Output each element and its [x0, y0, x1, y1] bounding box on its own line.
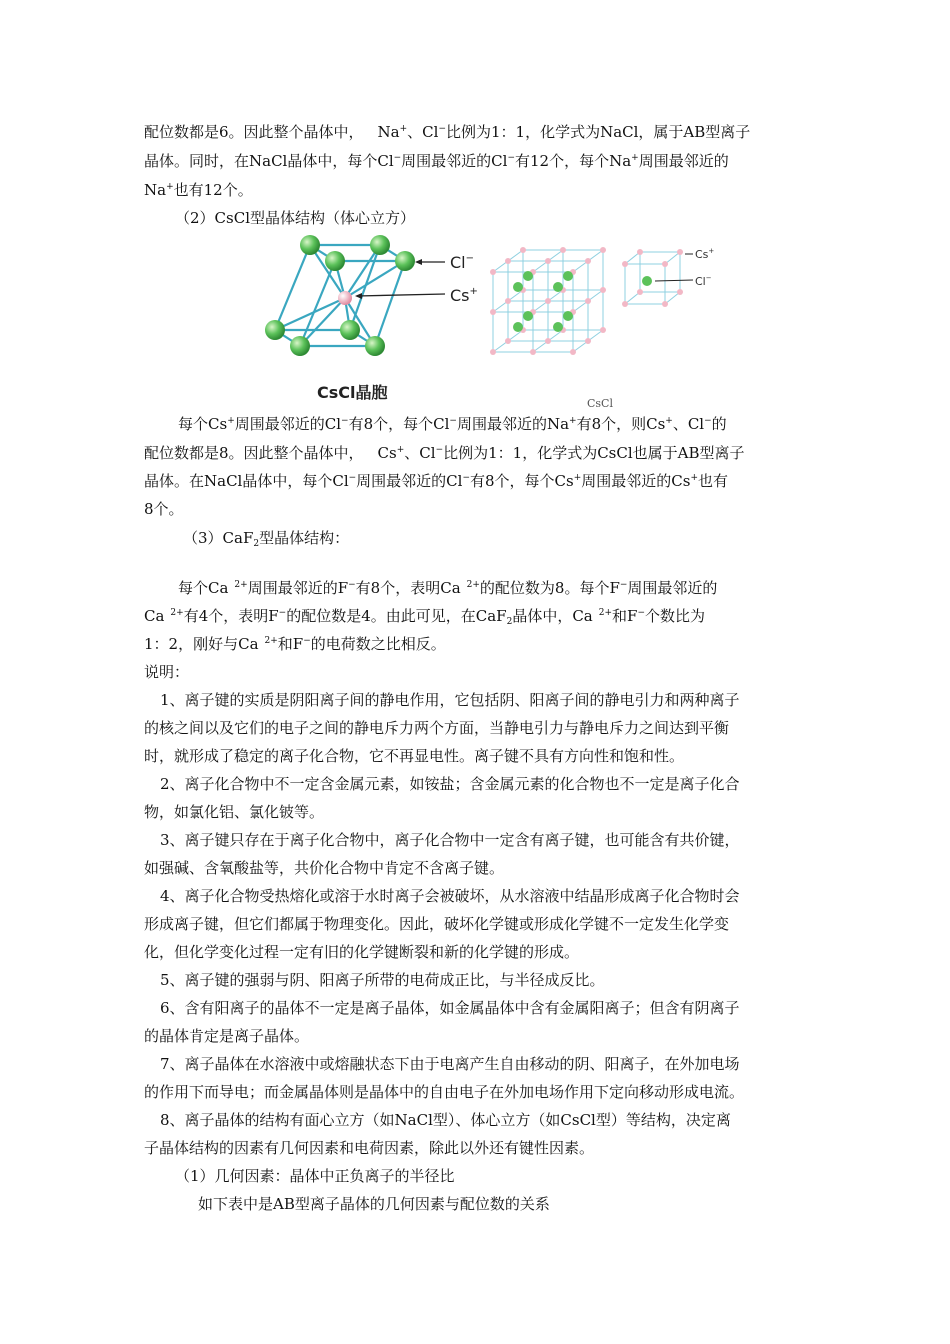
note-line: 子晶体结构的因素有几何因素和电荷因素，除此以外还有键性因素。	[144, 1139, 595, 1157]
para1-line3: Na+也有12个。	[144, 181, 253, 199]
caption-cscl-cell: CsCl晶胞	[317, 383, 388, 402]
note-line: 4、离子化合物受热熔化或溶于水时离子会被破坏，从水溶液中结晶形成离子化合物时会	[160, 887, 740, 905]
note-line: 6、含有阳离子的晶体不一定是离子晶体，如金属晶体中含有金属阳离子；但含有阴离子	[160, 999, 740, 1017]
note-line: 形成离子键，但它们都属于物理变化。因此，破坏化学键或形成化学键不一定发生化学变	[144, 915, 730, 933]
note-line: 3、离子键只存在于离子化合物中，离子化合物中一定含有离子键，也可能含有共价键，	[160, 831, 740, 849]
small-label-cl: Cl−	[695, 274, 712, 288]
heading-caf2: （3）CaF$_2$型晶体结构：	[183, 529, 350, 549]
note-line: 的核之间以及它们的电子之间的静电斥力两个方面，当静电引力与静电斥力之间达到平衡	[144, 719, 730, 737]
caption-cscl: CsCl	[587, 397, 613, 410]
para2-line4: 8个。	[144, 500, 184, 518]
note-line: 物，如氯化铝、氯化铍等。	[144, 803, 325, 821]
note-line: 2、离子化合物中不一定含金属元素，如铵盐；含金属元素的化合物也不一定是离子化合	[160, 775, 740, 793]
note-line: 的晶体肯定是离子晶体。	[144, 1027, 310, 1045]
para3-line1: 每个Ca $^{2+}$周围最邻近的F−有8个，表明Ca $^{2+}$的配位数为8。每个F−周围最邻近的	[178, 579, 718, 597]
para1-line1: 配位数都是6。因此整个晶体中， Na+、Cl−比例为1：1，化学式为NaCl，属于AB型离子	[144, 123, 751, 141]
cscl-figure	[255, 230, 725, 415]
note-line: 8、离子晶体的结构有面心立方（如NaCl型）、体心立方（如CsCl型）等结构，决定离	[160, 1111, 731, 1129]
para2-line2: 配位数都是8。因此整个晶体中， Cs+、Cl−比例为1：1，化学式为CsCl也属于AB型离子	[144, 444, 745, 462]
para2-line3: 晶体。在NaCl晶体中，每个Cl−周围最邻近的Cl−有8个，每个Cs+周围最邻近的Cs+也有	[144, 472, 729, 490]
note-line: 7、离子晶体在水溶液中或熔融状态下由于电离产生自由移动的阴、阳离子，在外加电场	[160, 1055, 740, 1073]
sub-heading-geometry: （1）几何因素：晶体中正负离子的半径比	[175, 1167, 455, 1185]
para1-line2: 晶体。同时，在NaCl晶体中，每个Cl−周围最邻近的Cl−有12个，每个Na+周围最邻近的	[144, 152, 729, 170]
note-line: 时，就形成了稳定的离子化合物，它不再显电性。离子键不具有方向性和饱和性。	[144, 747, 685, 765]
note-line: 5、离子键的强弱与阴、阳离子所带的电荷成正比，与半径成反比。	[160, 971, 605, 989]
small-unit-cell	[625, 252, 680, 304]
cs-ion	[338, 291, 352, 305]
note-line: 的作用下而导电；而金属晶体则是晶体中的自由电子在外加电场作用下定向移动形成电流。	[144, 1083, 745, 1101]
lattice-cs-nodes	[490, 247, 606, 355]
sub-text-table-intro: 如下表中是AB型离子晶体的几何因素与配位数的关系	[198, 1195, 550, 1213]
note-line: 1、离子键的实质是阴阳离子间的静电作用，它包括阴、阳离子间的静电引力和两种离子	[160, 691, 740, 709]
label-cs: Cs+	[450, 286, 478, 305]
note-label: 说明：	[144, 663, 190, 681]
para3-line2: Ca $^{2+}$有4个，表明F−的配位数是4。由此可见，在CaF$_2$晶体中，Ca $^{2+}$和F−个数比为	[144, 607, 705, 627]
para3-line3: 1：2，刚好与Ca $^{2+}$和F−的电荷数之比相反。	[144, 635, 446, 653]
small-label-cs: Cs+	[695, 247, 715, 261]
para2-line1: 每个Cs+周围最邻近的Cl−有8个，每个Cl−周围最邻近的Na+有8个，则Cs+、Cl−的	[178, 415, 727, 433]
heading-cscl: （2）CsCl型晶体结构（体心立方）	[175, 209, 415, 227]
label-cl: Cl−	[450, 253, 475, 272]
note-line: 化，但化学变化过程一定有旧的化学键断裂和新的化学键的形成。	[144, 943, 580, 961]
note-line: 如强碱、含氧酸盐等，共价化合物中肯定不含离子键。	[144, 859, 505, 877]
